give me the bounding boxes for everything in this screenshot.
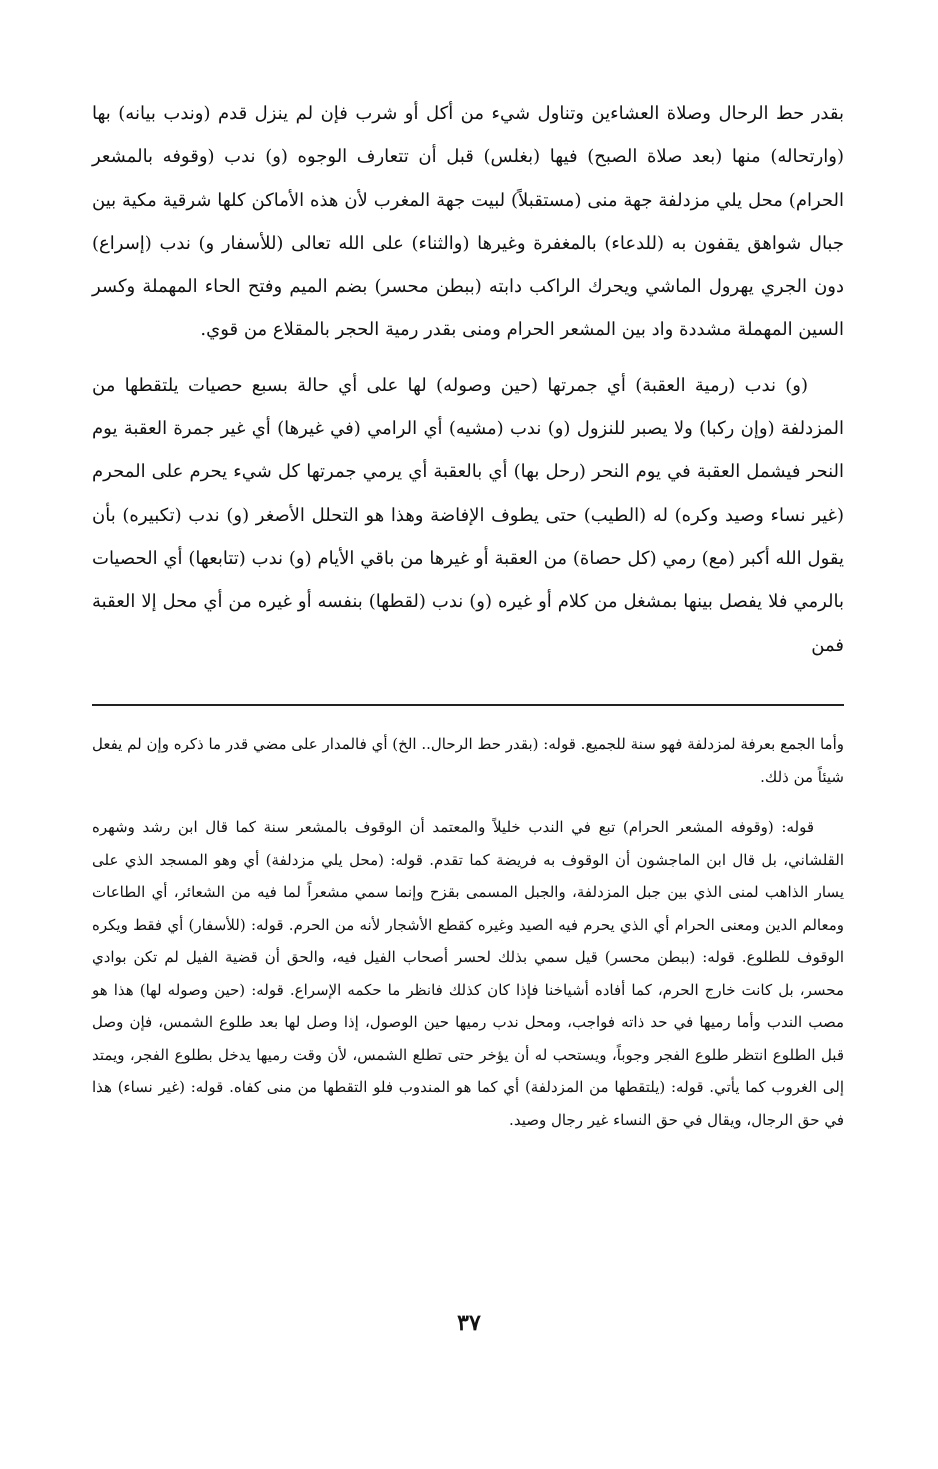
- footnotes: [92, 728, 844, 1136]
- footnote-paragraph-2: قوله: (وقوفه المشعر الحرام) تبع في الندب خليلاً والمعتمد أن الوقوف بالمشعر سنة كما قال ابن رشد وشهره القلشاني، بل قال ابن الماجشون أن الوقوف به فريضة كما تقدم. قوله: (محل يلي مزدلفة) أي وهو المسجد الذي على يسار الذاهب لمنى الذي بين جبل المزدلفة، والجبل المسمى بقزح وإنما سمي مشعراً لما فيه من الشعائر، أي الطاعات ومعالم الدين ومعنى الحرام أي الذي يحرم فيه الصيد وغيره كقطع الأشجار لأنه من الحرم. قوله: (للأسفار) أي فقط ويكره الوقوف للطلوع. قوله: (ببطن محسر) قيل سمي بذلك لحسر أصحاب الفيل فيه، والحق أن قضية الفيل لم تكن بوادي محسر، بل كانت خارج الحرم، كما أفاده أشياخنا فإذا كان كذلك فانظر ما حكمه الإسراع. قوله: (حين وصوله لها) هذا هو مصب الندب وأما رميها في حد ذاته فواجب، ومحل ندب رميها حين الوصول، إذا وصل لها بعد طلوع الشمس، فإن وصل قبل الطلوع انتظر طلوع الفجر وجوباً، ويستحب له أن يؤخر حتى تطلع الشمس، لأن وقت رميها يدخل بطلوع الفجر، ويمتد إلى الغروب كما يأتي. قوله: (يلتقطها من المزدلفة) أي كما هو المندوب فلو التقطها من منى كفاه. قوله: (غير نساء) هذا في حق الرجال، ويقال في حق النساء غير رجال وصيد.: [92, 818, 844, 1129]
- main-paragraph-2: (و) ندب (رمية العقبة) أي جمرتها (حين وصوله) لها على أي حالة بسبع حصيات يلتقطها من المزدلفة (وإن ركبا) ولا يصبر للنزول (و) ندب (مشيه) أي الرامي (في غيرها) أي غير جمرة العقبة يوم النحر فيشمل العقبة في يوم النحر (رحل بها) أي بالعقبة أي يرمي جمرتها كل شيء يحرم على المحرم (غير نساء وصيد وكره) له (الطيب) حتى يطوف الإفاضة وهذا هو التحلل الأصغر (و) ندب (تكبيره) بأن يقول الله أكبر (مع) رمي (كل حصاة) من العقبة أو غيرها من باقي الأيام (و) ندب (تتابعها) أي الحصيات بالرمي فلا يفصل بينها بمشغل من كلام أو غيره (و) ندب (لقطها) بنفسه أو غيره من أي محل إلا العقبة فمن: [92, 374, 844, 656]
- main-text: [92, 92, 844, 667]
- footnote-paragraph-1: وأما الجمع بعرفة لمزدلفة فهو سنة للجميع. قوله: (بقدر حط الرحال.. الخ) أي فالمدار على مضي قدر ما ذكره وإن لم يفعل شيئاً من ذلك.: [92, 735, 844, 786]
- main-paragraph-1: بقدر حط الرحال وصلاة العشاءين وتناول شيء من أكل أو شرب فإن لم ينزل قدم (وندب بيانه) بها (وارتحاله) منها (بعد صلاة الصبح) فيها (بغلس) قبل أن تتعارف الوجوه (و) ندب (وقوفه بالمشعر الحرام) محل يلي مزدلفة جهة منى (مستقبلاً) لبيت جهة المغرب لأن هذه الأماكن كلها شرقية مكية بين جبال شواهق يقفون به (للدعاء) بالمغفرة وغيرها (والثناء) على الله تعالى (للأسفار و) ندب (إسراع) دون الجري يهرول الماشي ويحرك الراكب دابته (ببطن محسر) بضم الميم وفتح الحاء المهملة وكسر السين المهملة مشددة واد بين المشعر الحرام ومنى بقدر رمية الحجر بالمقلاع من قوي.: [92, 103, 844, 341]
- footnote-divider: [92, 704, 844, 706]
- page-number: ٣٧: [457, 1310, 481, 1336]
